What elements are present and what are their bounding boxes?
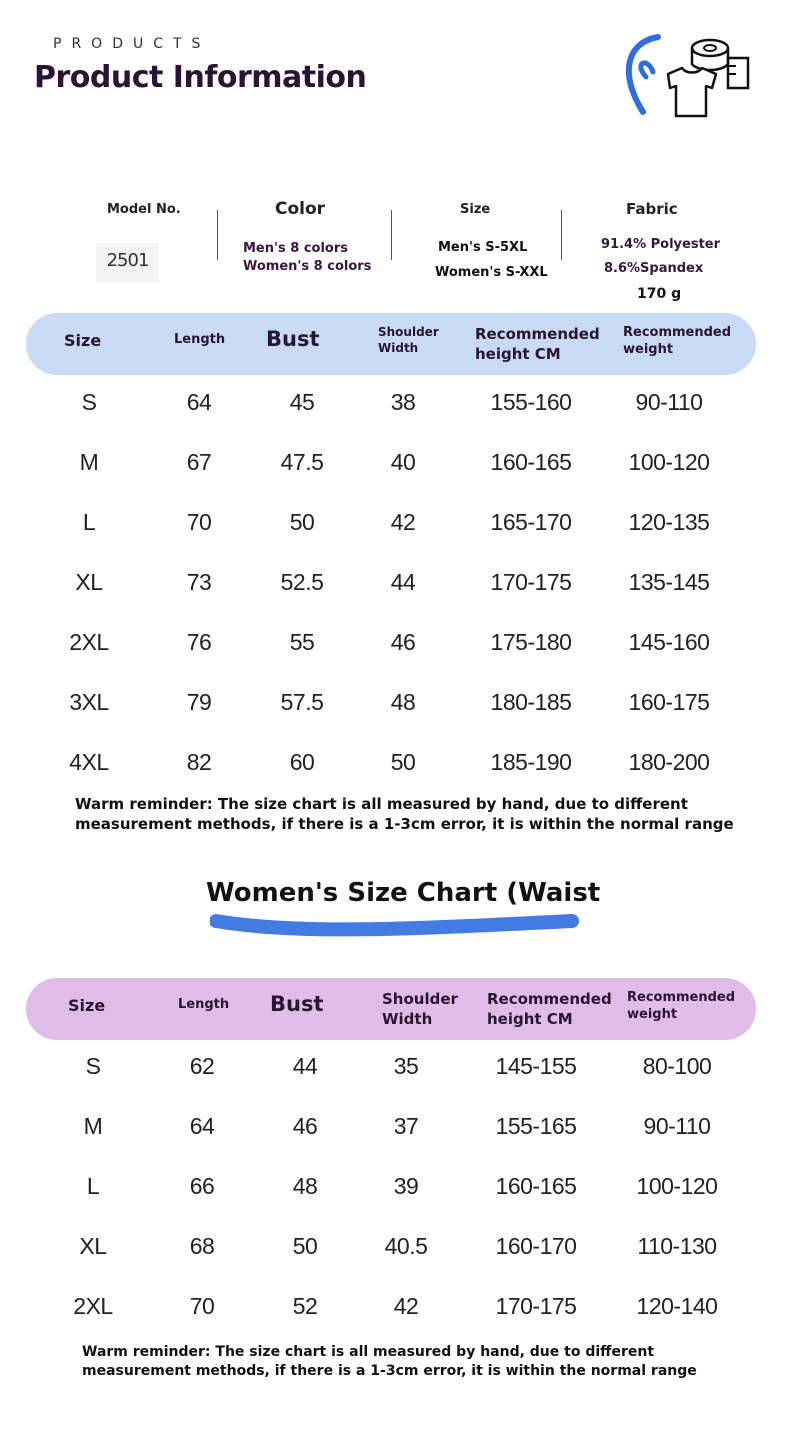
table-cell: 170-175 [490, 569, 572, 595]
table-cell: 82 [186, 749, 212, 775]
table-cell: 160-165 [495, 1173, 577, 1199]
table-cell: 40 [390, 449, 416, 475]
table-cell: 64 [189, 1113, 215, 1139]
table-cell: XL [79, 1233, 107, 1259]
table-cell: 120-135 [628, 509, 710, 535]
table-cell: 180-200 [628, 749, 710, 775]
size-label: Size [460, 202, 491, 217]
table-cell: 165-170 [490, 509, 572, 535]
table-cell: 76 [186, 629, 212, 655]
mens-warm-reminder: Warm reminder: The size chart is all measured by hand, due to different measurement methods, if there is a 1-3cm error, it is within the normal range [75, 795, 734, 834]
tshirt-tape-measure-icon [618, 32, 758, 127]
column-header-shoulder: Shoulder Width [378, 325, 439, 355]
table-cell: 48 [390, 689, 416, 715]
table-cell: M [83, 1113, 103, 1139]
table-cell: 70 [189, 1293, 215, 1319]
column-header-weight: Recommended weight [627, 990, 736, 1022]
table-cell: 50 [289, 509, 315, 535]
table-cell: 46 [390, 629, 416, 655]
table-cell: 40.5 [384, 1233, 428, 1259]
size-value-men: Men's S-5XL [438, 240, 528, 255]
divider [391, 210, 392, 260]
column-header-bust: Bust [270, 992, 324, 1016]
table-cell: 46 [292, 1113, 318, 1139]
table-cell: XL [75, 569, 103, 595]
womens-warm-reminder: Warm reminder: The size chart is all measured by hand, due to different measurement methods, if there is a 1-3cm error, it is within the normal range [82, 1344, 697, 1379]
table-cell: M [79, 449, 99, 475]
table-cell: 67 [186, 449, 212, 475]
table-cell: 145-160 [628, 629, 710, 655]
table-cell: 175-180 [490, 629, 572, 655]
table-cell: S [85, 1053, 101, 1079]
table-cell: 57.5 [280, 689, 324, 715]
table-cell: 55 [289, 629, 315, 655]
table-cell: 70 [186, 509, 212, 535]
fabric-value-spandex: 8.6%Spandex [604, 261, 704, 276]
table-cell: 66 [189, 1173, 215, 1199]
table-cell: 39 [393, 1173, 419, 1199]
column-header-weight: Recommended weight [623, 325, 732, 357]
table-cell: 73 [186, 569, 212, 595]
model-label: Model No. [107, 202, 181, 217]
table-cell: 37 [393, 1113, 419, 1139]
table-cell: 80-100 [642, 1053, 712, 1079]
table-cell: 100-120 [628, 449, 710, 475]
eyebrow-label: PRODUCTS [53, 36, 211, 52]
column-header-height: Recommended height CM [475, 325, 600, 363]
color-label: Color [275, 199, 326, 219]
table-cell: 90-110 [635, 389, 703, 415]
table-cell: 68 [189, 1233, 215, 1259]
size-value-women: Women's S-XXL [435, 265, 548, 280]
table-cell: 38 [390, 389, 416, 415]
column-header-shoulder: Shoulder Width [382, 990, 458, 1028]
divider [217, 210, 218, 260]
fabric-value-polyester: 91.4% Polyester [601, 237, 721, 252]
brush-stroke-underline [210, 905, 580, 941]
divider [561, 210, 562, 260]
table-cell: 35 [393, 1053, 419, 1079]
color-value-men: Men's 8 colors [243, 241, 348, 256]
column-header-size: Size [68, 996, 106, 1015]
model-value: 2501 [96, 243, 159, 282]
table-cell: 90-110 [643, 1113, 711, 1139]
womens-section-title: Women's Size Chart (Waist [206, 878, 601, 908]
table-cell: 170-175 [495, 1293, 577, 1319]
page-title: Product Information [34, 60, 367, 95]
table-cell: 45 [289, 389, 315, 415]
color-value-women: Women's 8 colors [243, 259, 372, 274]
table-cell: 180-185 [490, 689, 572, 715]
column-header-length: Length [178, 997, 230, 1012]
table-cell: 160-175 [628, 689, 710, 715]
table-cell: 64 [186, 389, 212, 415]
table-cell: 185-190 [490, 749, 572, 775]
table-cell: 44 [292, 1053, 318, 1079]
table-cell: 100-120 [636, 1173, 718, 1199]
column-header-size: Size [64, 331, 102, 350]
table-cell: S [81, 389, 97, 415]
table-cell: L [86, 1173, 100, 1199]
table-cell: 50 [390, 749, 416, 775]
table-cell: 120-140 [636, 1293, 718, 1319]
table-cell: 155-165 [495, 1113, 577, 1139]
column-header-height: Recommended height CM [487, 990, 612, 1028]
table-cell: 79 [186, 689, 212, 715]
table-cell: 145-155 [495, 1053, 577, 1079]
table-cell: 52 [292, 1293, 318, 1319]
table-cell: 44 [390, 569, 416, 595]
table-cell: 110-130 [637, 1233, 717, 1259]
table-cell: 50 [292, 1233, 318, 1259]
table-cell: 155-160 [490, 389, 572, 415]
table-cell: 160-165 [490, 449, 572, 475]
table-cell: 62 [189, 1053, 215, 1079]
table-cell: 52.5 [280, 569, 324, 595]
table-cell: 160-170 [495, 1233, 577, 1259]
fabric-weight: 170 g [637, 286, 682, 302]
table-cell: 2XL [73, 1293, 113, 1319]
table-cell: 42 [393, 1293, 419, 1319]
table-cell: 3XL [69, 689, 109, 715]
table-cell: 135-145 [628, 569, 710, 595]
fabric-label: Fabric [626, 200, 678, 218]
table-cell: 60 [289, 749, 315, 775]
table-cell: 4XL [69, 749, 109, 775]
table-cell: L [82, 509, 96, 535]
column-header-length: Length [174, 332, 226, 347]
column-header-bust: Bust [266, 327, 320, 351]
table-cell: 2XL [69, 629, 109, 655]
table-cell: 47.5 [280, 449, 324, 475]
table-cell: 48 [292, 1173, 318, 1199]
table-cell: 42 [390, 509, 416, 535]
